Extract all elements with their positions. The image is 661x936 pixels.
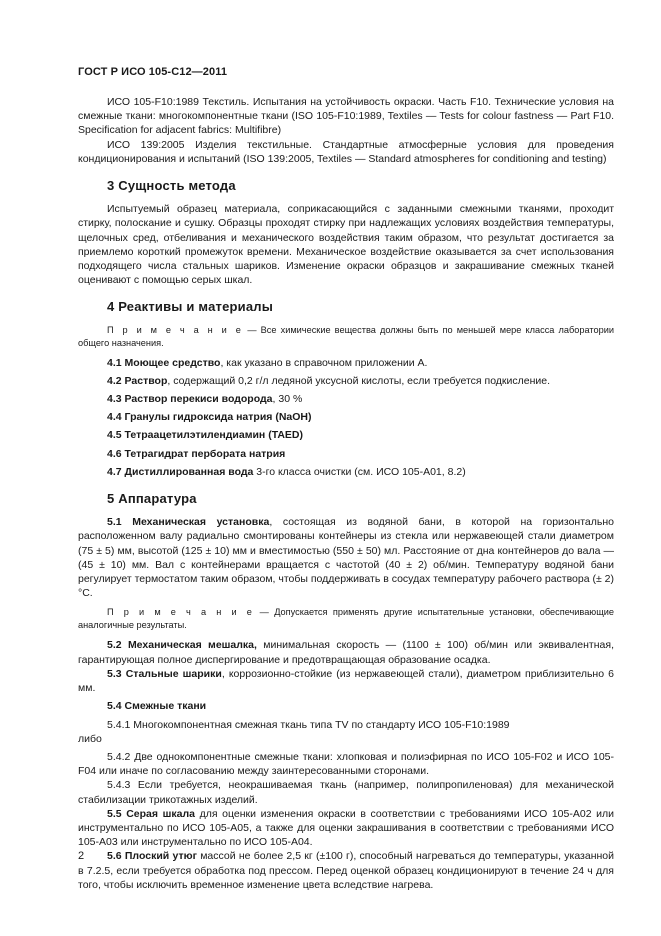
document-body	[78, 95, 614, 892]
note-label: П р и м е ч а н и е	[107, 607, 255, 618]
reference-iso-139: ИСО 139:2005 Изделия текстильные. Стандартные атмосферные условия для проведения кондиционирования и испытаний (ISO 139:2005, Textiles — Standard atmospheres for conditioning and testing)	[78, 138, 614, 165]
or-text: либо	[78, 732, 102, 745]
para-5-1: 5.1 Механическая установка, состоящая из водяной бани, в которой на горизонтально расположенном валу радиально смонтированы контейнеры из стекла или нержавеющей стали диаметром (75 ± 5) мм, высотой (125 ± 10) мм и вместимостью (550 ± 50) мл. Расстояние от дна контейнеров до вала — (45 ± 10) мм. Вал с контейнерами вращается с частотой (40 ± 2) об/мин. Температуру водяной бани регулирует термостатом таким образом, чтобы поддерживать в сосудах температуру рабочего раствора (± 2) °С.	[78, 516, 615, 600]
item-4-4: 4.4 Гранулы гидроксида натрия (NaOH)	[107, 411, 312, 424]
section-5-heading: 5 Аппаратура	[107, 491, 197, 507]
para-5-4: 5.4 Смежные ткани	[107, 700, 207, 713]
para-5-4-2: 5.4.2 Две однокомпонентные смежные ткани: хлопковая и полиэфирная по ИСО 105-F02 и ИСО 105-F04 или иначе по согласованию между заинтересованными сторонами.	[78, 750, 614, 778]
para-5-4-1: 5.4.1 Многокомпонентная смежная ткань типа TV по стандарту ИСО 105-F10:1989	[107, 718, 510, 731]
para-5-5: 5.5 Серая шкала для оценки изменения окраски в соответствии с требованиями ИСО 105-А02 или инструментально по ИСО 105-А05, а также для оценки закрашивания в соответствии с требованиями ИСО 105-А03 или инструментально по ИСО 105-А04.	[78, 807, 614, 849]
reference-iso-105-f10: ИСО 105-F10:1989 Текстиль. Испытания на устойчивость окраски. Часть F10. Технические условия на смежные ткани: многокомпонентные ткани (ISO 105-F10:1989, Textiles — Tests for colour fastness — Part F10. Specification for adjacent fabrics: Multifibre)	[78, 96, 614, 137]
page-number: 2	[78, 850, 85, 862]
section-3-text: Испытуемый образец материала, соприкасающийся с заданными смежными тканями, проходит стирку, полоскание и сушку. Образцы проходят стирку при надлежащих условиях воздействия температуры, щелочных сред, отбеливания и механического воздействия таким образом, что результат достигается за приемлемо короткий промежуток времени. Механическое воздействие оказывается за счет использования подходящего числа стальных шариков. Изменение окраски образцов и закрашивание смежных тканей оценивают с помощью серых шкал.	[78, 203, 614, 287]
item-4-6: 4.6 Тетрагидрат пербората натрия	[107, 447, 286, 460]
para-5-6: 5.6 Плоский утюг массой не более 2,5 кг (±100 г), способный нагреваться до температуры, указанной в 7.2.5, если требуется обработка под прессом. Перед оценкой образец кондиционируют в течение 24 ч для того, чтобы исключить временное изменение цвета вследствие нагрева.	[78, 850, 614, 891]
item-4-7: 4.7 Дистиллированная вода 3-го класса очистки (см. ИСО 105-А01, 8.2)	[107, 465, 466, 478]
item-4-5: 4.5 Тетраацетилэтилендиамин (TAED)	[107, 429, 303, 442]
section-5-note	[78, 606, 614, 632]
note-text: — Допускается применять другие испытательные установки, обеспечивающие аналогичные результаты.	[78, 607, 614, 631]
note-label: П р и м е ч а н и е	[107, 324, 244, 335]
item-4-2: 4.2 Раствор, содержащий 0,2 г/л ледяной уксусной кислоты, если требуется подкисление.	[107, 374, 551, 387]
section-4-note	[78, 324, 614, 350]
section-4-heading: 4 Реактивы и материалы	[107, 299, 274, 315]
para-5-3: 5.3 Стальные шарики, коррозионно-стойкие (из нержавеющей стали), диаметром приблизительно 6 мм.	[78, 667, 614, 695]
item-4-1: 4.1 Моющее средство, как указано в справочном приложении А.	[107, 356, 428, 369]
note-text: — Все химические вещества должны быть по меньшей мере класса лаборатории общего назначения.	[78, 324, 614, 348]
section-3-heading: 3 Сущность метода	[107, 178, 236, 194]
para-5-4-3: 5.4.3 Если требуется, неокрашиваемая ткань (например, полипропиленовая) для механической стабилизации трикотажных изделий.	[78, 779, 614, 806]
document-header: ГОСТ Р ИСО 105-С12—2011	[78, 66, 228, 78]
para-5-2: 5.2 Механическая мешалка, минимальная скорость — (1100 ± 100) об/мин или эквивалентная, гарантирующая полное диспергирование и предотвращающая образование осадка.	[78, 639, 614, 666]
item-4-3: 4.3 Раствор перекиси водорода, 30 %	[107, 393, 303, 406]
